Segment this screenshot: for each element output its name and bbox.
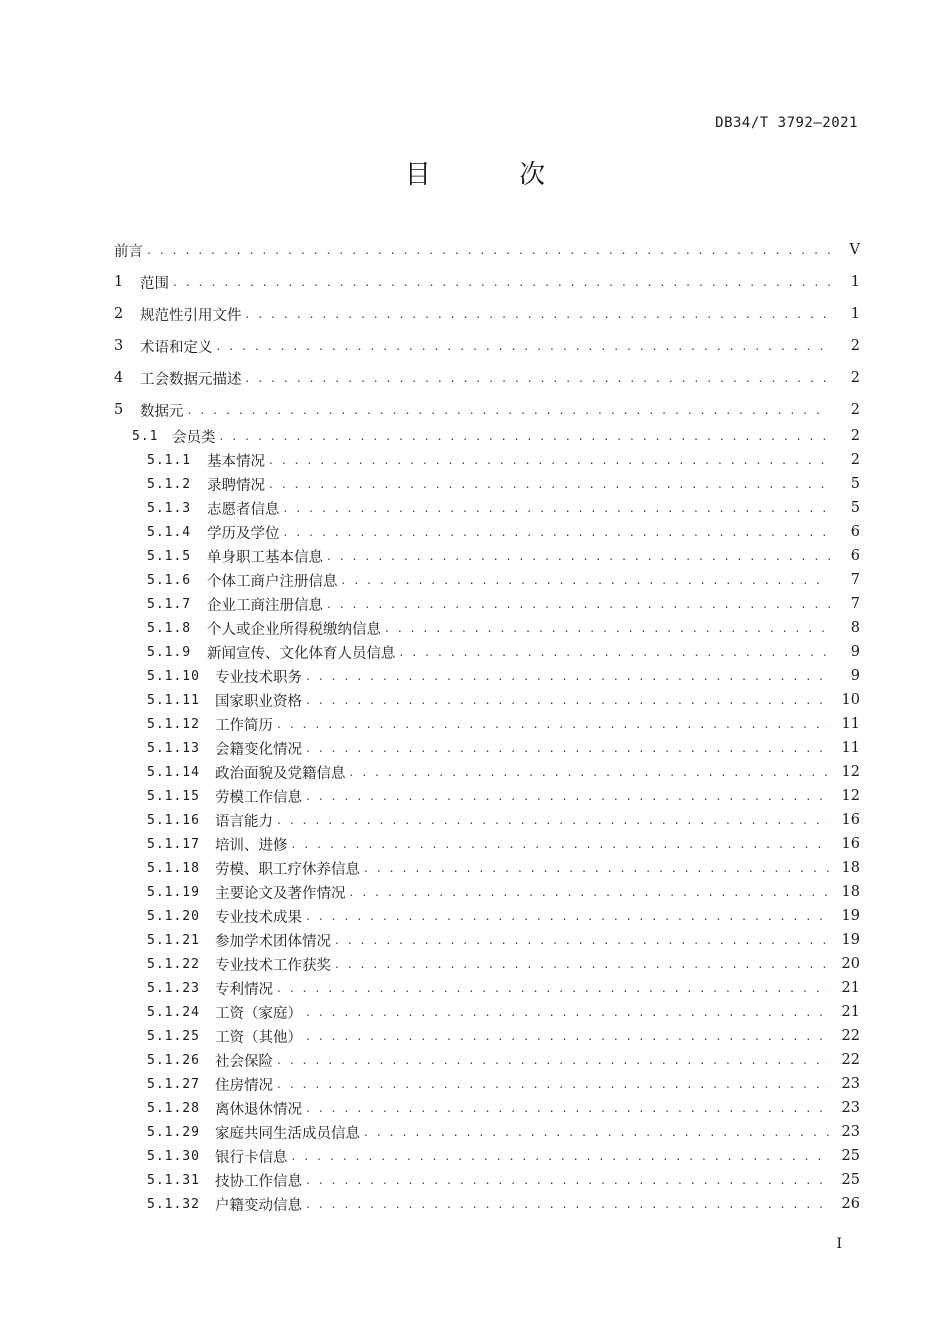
toc-dot-leader bbox=[306, 1194, 830, 1214]
toc-entry-5-1-24[interactable] bbox=[147, 1002, 860, 1022]
toc-entry-number: 2 bbox=[114, 306, 124, 322]
toc-entry-number: 5.1.28 bbox=[147, 1100, 200, 1116]
toc-dot-leader bbox=[173, 272, 830, 292]
toc-entry-number: 5.1.7 bbox=[147, 596, 192, 612]
toc-entry-label: 工资（家庭） bbox=[215, 1005, 302, 1022]
toc-entry-5-1-13[interactable] bbox=[147, 738, 860, 758]
toc-entry-label: 工作简历 bbox=[215, 717, 273, 734]
toc-entry-number: 5.1.21 bbox=[147, 932, 200, 948]
toc-dot-leader bbox=[327, 546, 830, 566]
toc-entry-label: 离休退休情况 bbox=[215, 1101, 302, 1118]
toc-entry-label: 培训、进修 bbox=[215, 837, 288, 854]
toc-entry-label: 企业工商注册信息 bbox=[207, 597, 323, 614]
toc-entry-5-1-30[interactable] bbox=[147, 1146, 860, 1166]
toc-dot-leader bbox=[292, 834, 831, 854]
toc-entry-number: 5.1.18 bbox=[147, 860, 200, 876]
toc-dot-leader bbox=[306, 690, 830, 710]
toc-dot-leader bbox=[269, 474, 830, 494]
toc-entry-foreword[interactable] bbox=[114, 240, 860, 260]
toc-entry-number: 5.1.10 bbox=[147, 668, 200, 684]
toc-entry-page: 23 bbox=[841, 1124, 860, 1140]
toc-dot-leader bbox=[277, 714, 830, 734]
toc-entry-number: 5.1.1 bbox=[147, 452, 192, 468]
toc-entry-number: 5.1.26 bbox=[147, 1052, 200, 1068]
toc-entry-number: 5.1 bbox=[132, 428, 159, 444]
toc-dot-leader bbox=[292, 1146, 831, 1166]
toc-entry-page: 18 bbox=[841, 860, 860, 876]
toc-entry-page: 21 bbox=[841, 980, 860, 996]
toc-entry-5-1-26[interactable] bbox=[147, 1050, 860, 1070]
toc-entry-5-1-28[interactable] bbox=[147, 1098, 860, 1118]
toc-entry-label: 国家职业资格 bbox=[215, 693, 302, 710]
toc-entry-1[interactable] bbox=[114, 272, 860, 292]
toc-dot-leader bbox=[342, 570, 831, 590]
toc-entry-number: 5.1.30 bbox=[147, 1148, 200, 1164]
toc-entry-number: 5.1.4 bbox=[147, 524, 192, 540]
toc-entry-page: 1 bbox=[850, 274, 860, 290]
toc-entry-number: 1 bbox=[114, 274, 124, 290]
toc-entry-label: 范围 bbox=[140, 275, 169, 292]
toc-entry-5-1-18[interactable] bbox=[147, 858, 860, 878]
toc-entry-page: 22 bbox=[841, 1052, 860, 1068]
toc-entry-5-1-3[interactable] bbox=[147, 498, 860, 518]
toc-entry-page: 7 bbox=[850, 572, 860, 588]
toc-entry-label: 学历及学位 bbox=[207, 525, 280, 542]
toc-entry-label: 录聘情况 bbox=[207, 477, 265, 494]
toc-entry-5-1-4[interactable] bbox=[147, 522, 860, 542]
toc-entry-5-1-15[interactable] bbox=[147, 786, 860, 806]
toc-entry-3[interactable] bbox=[114, 336, 860, 356]
toc-dot-leader bbox=[269, 450, 830, 470]
toc-dot-leader bbox=[306, 1002, 830, 1022]
toc-entry-label: 会员类 bbox=[172, 429, 216, 446]
toc-entry-5-1-9[interactable] bbox=[147, 642, 860, 662]
toc-entry-label: 个体工商户注册信息 bbox=[207, 573, 338, 590]
page-number: I bbox=[836, 1236, 842, 1252]
toc-entry-page: 19 bbox=[841, 908, 860, 924]
toc-entry-label: 专业技术成果 bbox=[215, 909, 302, 926]
toc-entry-number: 5.1.12 bbox=[147, 716, 200, 732]
toc-entry-5-1-5[interactable] bbox=[147, 546, 860, 566]
toc-entry-5-1-20[interactable] bbox=[147, 906, 860, 926]
toc-entry-number: 5.1.6 bbox=[147, 572, 192, 588]
toc-entry-5-1-22[interactable] bbox=[147, 954, 860, 974]
toc-entry-5-1-10[interactable] bbox=[147, 666, 860, 686]
toc-dot-leader bbox=[277, 1074, 830, 1094]
toc-dot-leader bbox=[327, 594, 830, 614]
toc-dot-leader bbox=[277, 978, 830, 998]
toc-entry-page: 8 bbox=[850, 620, 860, 636]
toc-entry-page: 2 bbox=[850, 338, 860, 354]
toc-entry-5-1-1[interactable] bbox=[147, 450, 860, 470]
toc-entry-page: 11 bbox=[841, 740, 860, 756]
toc-entry-label: 语言能力 bbox=[215, 813, 273, 830]
toc-entry-label: 新闻宣传、文化体育人员信息 bbox=[207, 645, 396, 662]
toc-dot-leader bbox=[306, 1098, 830, 1118]
toc-entry-page: 6 bbox=[850, 524, 860, 540]
toc-entry-page: 10 bbox=[841, 692, 860, 708]
toc-entry-number: 5.1.2 bbox=[147, 476, 192, 492]
toc-entry-number: 5.1.20 bbox=[147, 908, 200, 924]
toc-entry-number: 5.1.16 bbox=[147, 812, 200, 828]
toc-entry-number: 5.1.14 bbox=[147, 764, 200, 780]
toc-entry-page: 2 bbox=[850, 452, 860, 468]
toc-entry-page: 5 bbox=[850, 500, 860, 516]
toc-dot-leader bbox=[246, 304, 831, 324]
toc-entry-number: 5.1.29 bbox=[147, 1124, 200, 1140]
toc-entry-number: 5.1.31 bbox=[147, 1172, 200, 1188]
toc-entry-label: 规范性引用文件 bbox=[140, 307, 242, 324]
toc-entry-5-1-19[interactable] bbox=[147, 882, 860, 902]
toc-entry-page: 25 bbox=[841, 1148, 860, 1164]
toc-dot-leader bbox=[277, 1050, 830, 1070]
toc-entry-4[interactable] bbox=[114, 368, 860, 388]
toc-entry-5-1-27[interactable] bbox=[147, 1074, 860, 1094]
toc-dot-leader bbox=[306, 1170, 830, 1190]
toc-entry-label: 个人或企业所得税缴纳信息 bbox=[207, 621, 381, 638]
toc-entry-number: 3 bbox=[114, 338, 124, 354]
toc-dot-leader bbox=[306, 786, 830, 806]
toc-dot-leader bbox=[364, 858, 830, 878]
toc-entry-page: 26 bbox=[841, 1196, 860, 1212]
toc-entry-label: 志愿者信息 bbox=[207, 501, 280, 518]
toc-entry-number: 5.1.15 bbox=[147, 788, 200, 804]
toc-entry-5-1-29[interactable] bbox=[147, 1122, 860, 1142]
toc-entry-label: 工会数据元描述 bbox=[140, 371, 242, 388]
toc-dot-leader bbox=[364, 1122, 830, 1142]
toc-entry-label: 专利情况 bbox=[215, 981, 273, 998]
toc-dot-leader bbox=[284, 522, 831, 542]
toc-entry-5-1-7[interactable] bbox=[147, 594, 860, 614]
toc-entry-page: 16 bbox=[841, 812, 860, 828]
toc-entry-number: 5.1.13 bbox=[147, 740, 200, 756]
toc-dot-leader bbox=[217, 336, 831, 356]
toc-entry-page: 1 bbox=[850, 306, 860, 322]
toc-entry-number: 5.1.8 bbox=[147, 620, 192, 636]
toc-entry-label: 数据元 bbox=[140, 403, 184, 420]
toc-entry-number: 5.1.17 bbox=[147, 836, 200, 852]
toc-entry-label: 劳模工作信息 bbox=[215, 789, 302, 806]
toc-dot-leader bbox=[350, 762, 831, 782]
toc-entry-label: 会籍变化情况 bbox=[215, 741, 302, 758]
toc-entry-page: 9 bbox=[850, 668, 860, 684]
toc-dot-leader bbox=[350, 882, 831, 902]
toc-entry-5-1-8[interactable] bbox=[147, 618, 860, 638]
toc-entry-number: 4 bbox=[114, 370, 124, 386]
toc-entry-label: 户籍变动信息 bbox=[215, 1197, 302, 1214]
toc-dot-leader bbox=[400, 642, 831, 662]
toc-entry-label: 银行卡信息 bbox=[215, 1149, 288, 1166]
toc-entry-5-1-11[interactable] bbox=[147, 690, 860, 710]
toc-dot-leader bbox=[306, 666, 830, 686]
toc-dot-leader bbox=[306, 906, 830, 926]
toc-dot-leader bbox=[220, 426, 831, 446]
toc-entry-number: 5.1.23 bbox=[147, 980, 200, 996]
toc-dot-leader bbox=[306, 738, 830, 758]
toc-dot-leader bbox=[246, 368, 831, 388]
toc-entry-number: 5.1.11 bbox=[147, 692, 200, 708]
toc-entry-page: 23 bbox=[841, 1076, 860, 1092]
toc-dot-leader bbox=[335, 930, 830, 950]
toc-entry-page: 2 bbox=[850, 428, 860, 444]
toc-entry-5-1-6[interactable] bbox=[147, 570, 860, 590]
toc-entry-label: 家庭共同生活成员信息 bbox=[215, 1125, 360, 1142]
toc-entry-label: 技协工作信息 bbox=[215, 1173, 302, 1190]
toc-entry-5-1-17[interactable] bbox=[147, 834, 860, 854]
toc-entry-number: 5.1.24 bbox=[147, 1004, 200, 1020]
toc-entry-label: 社会保险 bbox=[215, 1053, 273, 1070]
toc-dot-leader bbox=[284, 498, 831, 518]
toc-entry-page: 12 bbox=[841, 788, 860, 804]
toc-entry-label: 政治面貌及党籍信息 bbox=[215, 765, 346, 782]
toc-dot-leader bbox=[385, 618, 830, 638]
toc-entry-number: 5.1.22 bbox=[147, 956, 200, 972]
toc-entry-page: 12 bbox=[841, 764, 860, 780]
toc-entry-5-1-25[interactable] bbox=[147, 1026, 860, 1046]
toc-entry-5-1-21[interactable] bbox=[147, 930, 860, 950]
toc-entry-page: 7 bbox=[850, 596, 860, 612]
toc-dot-leader bbox=[306, 1026, 830, 1046]
toc-entry-page: 11 bbox=[841, 716, 860, 732]
toc-entry-label: 住房情况 bbox=[215, 1077, 273, 1094]
toc-entry-number: 5.1.19 bbox=[147, 884, 200, 900]
toc-entry-label: 主要论文及著作情况 bbox=[215, 885, 346, 902]
toc-entry-5[interactable] bbox=[114, 400, 860, 420]
toc-entry-number: 5.1.9 bbox=[147, 644, 192, 660]
toc-entry-label: 专业技术职务 bbox=[215, 669, 302, 686]
toc-entry-number: 5 bbox=[114, 402, 124, 418]
toc-entry-label: 基本情况 bbox=[207, 453, 265, 470]
toc-entry-number: 5.1.3 bbox=[147, 500, 192, 516]
toc-dot-leader bbox=[277, 810, 830, 830]
toc-entry-page: V bbox=[849, 242, 860, 258]
toc-entry-label: 术语和定义 bbox=[140, 339, 213, 356]
toc-entry-label: 参加学术团体情况 bbox=[215, 933, 331, 950]
document-standard-number: DB34/T 3792—2021 bbox=[715, 115, 858, 131]
toc-entry-5-1-32[interactable] bbox=[147, 1194, 860, 1214]
toc-entry-page: 20 bbox=[841, 956, 860, 972]
toc-entry-page: 23 bbox=[841, 1100, 860, 1116]
toc-entry-5-1-12[interactable] bbox=[147, 714, 860, 734]
toc-entry-5-1-2[interactable] bbox=[147, 474, 860, 494]
toc-entry-5-1-14[interactable] bbox=[147, 762, 860, 782]
toc-entry-page: 2 bbox=[850, 402, 860, 418]
toc-dot-leader bbox=[188, 400, 831, 420]
toc-entry-5-1-31[interactable] bbox=[147, 1170, 860, 1190]
toc-entry-page: 22 bbox=[841, 1028, 860, 1044]
page-title: 目 次 bbox=[404, 160, 586, 190]
toc-entry-number: 5.1.27 bbox=[147, 1076, 200, 1092]
toc-entry-label: 单身职工基本信息 bbox=[207, 549, 323, 566]
toc-entry-label: 工资（其他） bbox=[215, 1029, 302, 1046]
toc-entry-page: 18 bbox=[841, 884, 860, 900]
toc-entry-page: 9 bbox=[850, 644, 860, 660]
toc-entry-label: 前言 bbox=[114, 243, 143, 260]
toc-entry-5-1-23[interactable] bbox=[147, 978, 860, 998]
toc-entry-page: 2 bbox=[850, 370, 860, 386]
toc-entry-page: 19 bbox=[841, 932, 860, 948]
toc-entry-page: 21 bbox=[841, 1004, 860, 1020]
toc-entry-number: 5.1.25 bbox=[147, 1028, 200, 1044]
toc-entry-page: 6 bbox=[850, 548, 860, 564]
toc-entry-5-1-16[interactable] bbox=[147, 810, 860, 830]
toc-dot-leader bbox=[335, 954, 830, 974]
toc-entry-number: 5.1.5 bbox=[147, 548, 192, 564]
toc-entry-5-1[interactable] bbox=[132, 426, 860, 446]
toc-entry-page: 5 bbox=[850, 476, 860, 492]
toc-dot-leader bbox=[147, 240, 830, 260]
toc-entry-page: 25 bbox=[841, 1172, 860, 1188]
toc-entry-label: 专业技术工作获奖 bbox=[215, 957, 331, 974]
toc-entry-label: 劳模、职工疗休养信息 bbox=[215, 861, 360, 878]
toc-entry-page: 16 bbox=[841, 836, 860, 852]
toc-entry-2[interactable] bbox=[114, 304, 860, 324]
toc-entry-number: 5.1.32 bbox=[147, 1196, 200, 1212]
